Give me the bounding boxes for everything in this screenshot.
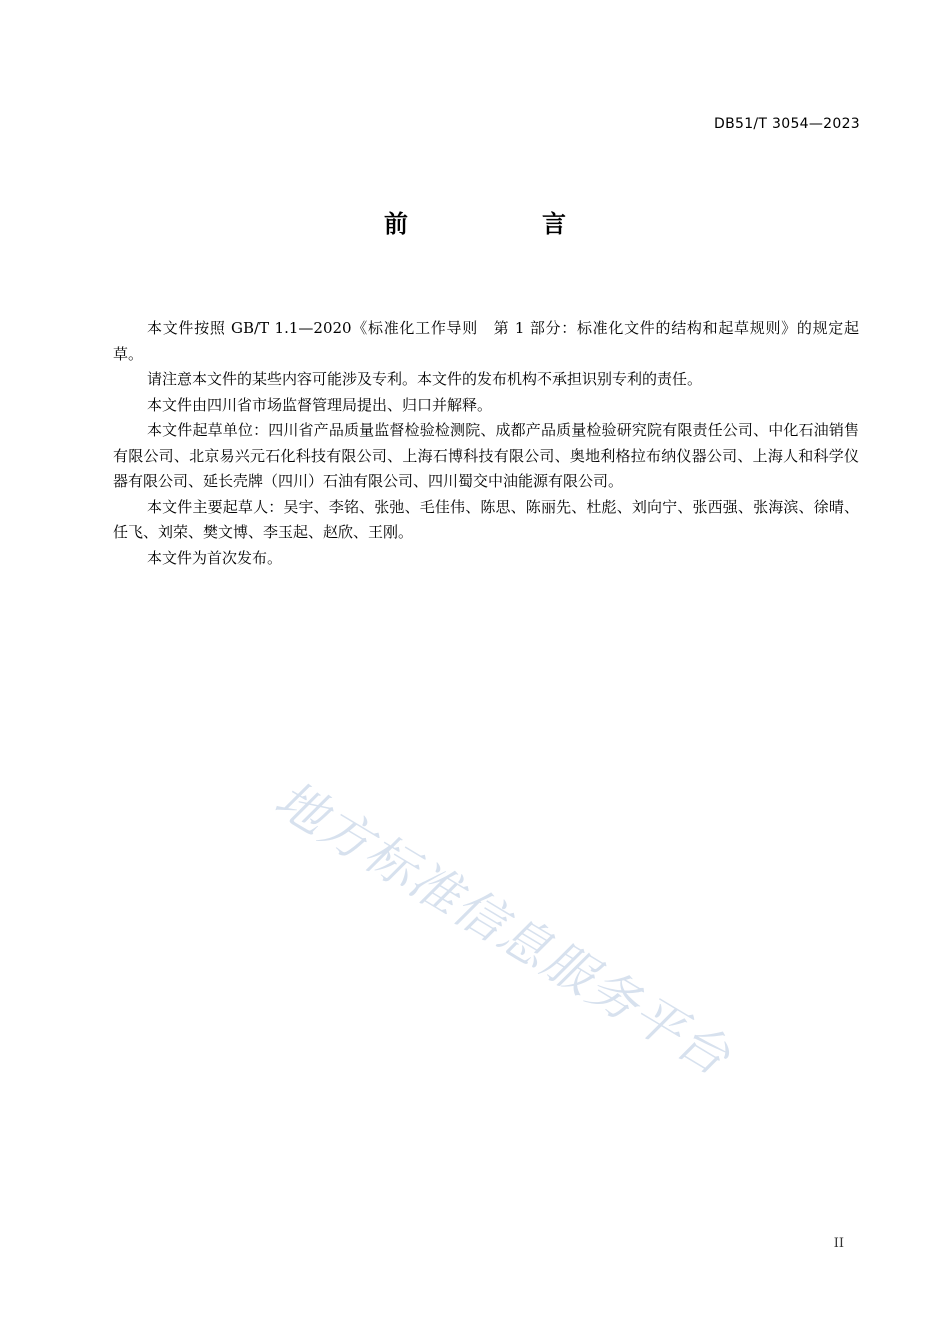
watermark: 地方标准信息服务平台 (265, 769, 741, 1088)
document-code: DB51/T 3054—2023 (714, 116, 860, 132)
foreword-body (113, 316, 859, 571)
paragraph-first-release: 本文件为首次发布。 (147, 548, 283, 567)
paragraph-drafters: 本文件主要起草人：吴宇、李铭、张弛、毛佳伟、陈思、陈丽先、杜彪、刘向宁、张西强、张海滨、徐晴、任飞、刘荣、樊文博、李玉起、赵欣、王刚。 (113, 497, 859, 541)
page-number: II (833, 1236, 844, 1251)
page-title: 前 言 (384, 210, 621, 238)
paragraph-drafting-rules: 本文件按照 GB/T 1.1—2020《标准化工作导则 第 1 部分：标准化文件的结构和起草规则》的规定起草。 (113, 319, 859, 363)
paragraph-proposer: 本文件由四川省市场监督管理局提出、归口并解释。 (147, 395, 493, 414)
paragraph-drafting-units: 本文件起草单位：四川省产品质量监督检验检测院、成都产品质量检验研究院有限责任公司、中化石油销售有限公司、北京易兴元石化科技有限公司、上海石博科技有限公司、奥地利格拉布纳仪器公司、上海人和科学仪器有限公司、延长壳牌（四川）石油有限公司、四川蜀交中油能源有限公司。 (113, 421, 859, 490)
paragraph-patent-notice: 请注意本文件的某些内容可能涉及专利。本文件的发布机构不承担识别专利的责任。 (147, 370, 703, 388)
